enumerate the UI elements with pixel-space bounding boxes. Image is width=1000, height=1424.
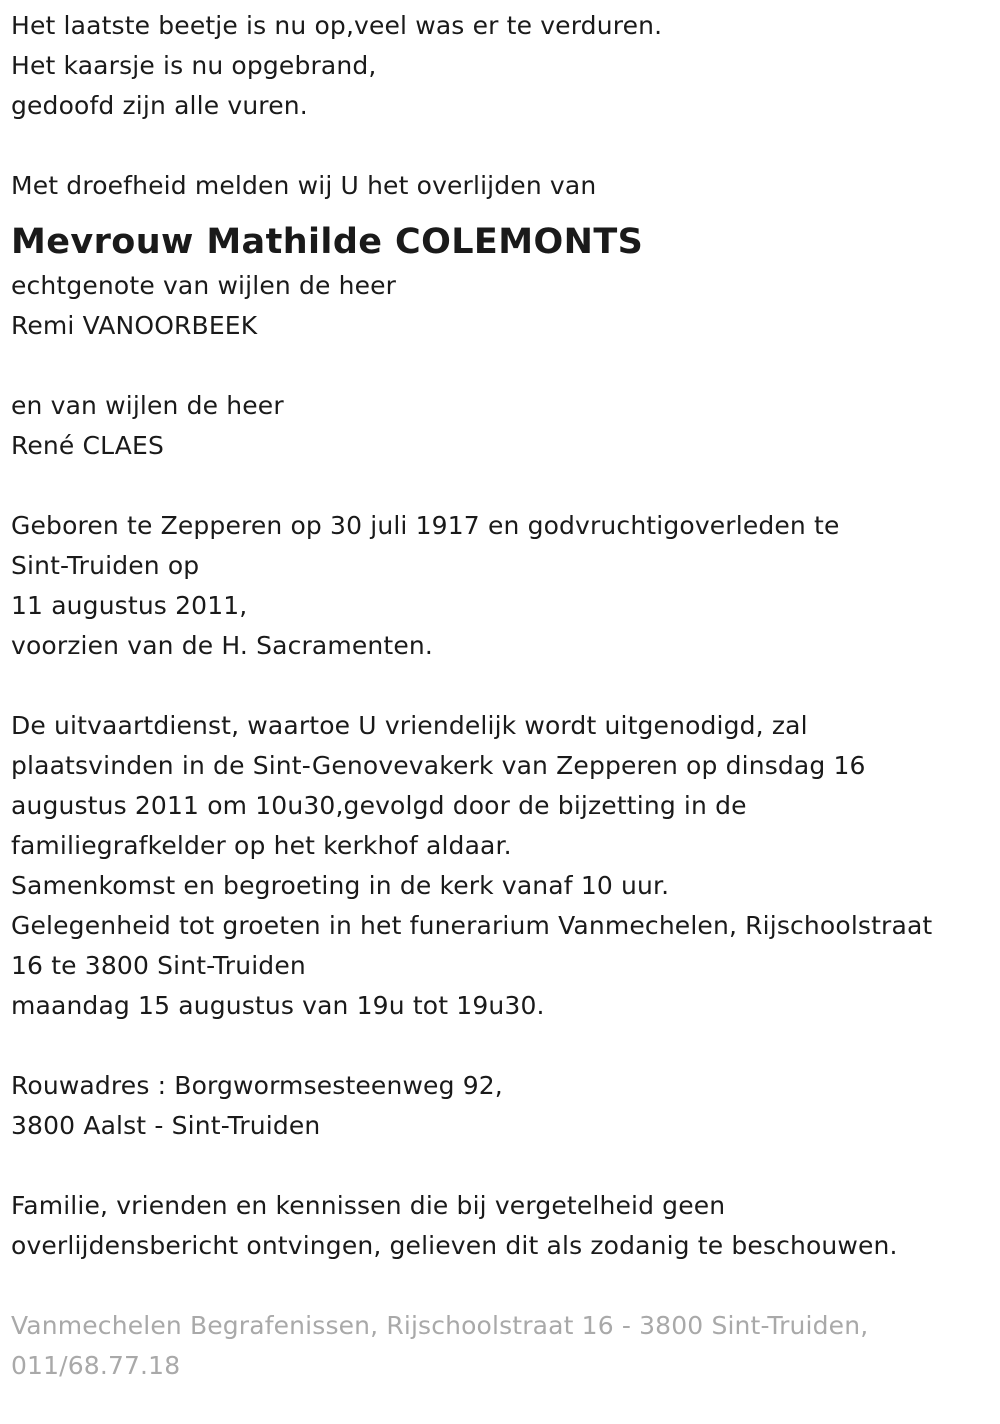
spouse-first xyxy=(11,266,996,346)
paragraph-line: Gelegenheid tot groeten in het funerarium Vanmechelen, Rijschoolstraat xyxy=(11,911,933,940)
obituary-document xyxy=(11,6,996,1386)
birth-death-paragraph xyxy=(11,506,996,666)
poem-line: gedoofd zijn alle vuren. xyxy=(11,91,308,120)
poem xyxy=(11,6,996,126)
deceased-name: Mevrouw Mathilde COLEMONTS xyxy=(11,222,644,262)
closing-paragraph xyxy=(11,1186,996,1266)
spacer xyxy=(11,1146,996,1186)
funeral-paragraph xyxy=(11,706,996,1026)
paragraph-line: Familie, vrienden en kennissen die bij vergetelheid geen xyxy=(11,1191,726,1220)
paragraph-line: 16 te 3800 Sint-Truiden xyxy=(11,951,306,980)
paragraph-line: plaatsvinden in de Sint-Genovevakerk van Zepperen op dinsdag 16 xyxy=(11,751,866,780)
mourning-address xyxy=(11,1066,996,1146)
spacer xyxy=(11,466,996,506)
funeral-home-footer xyxy=(11,1306,996,1386)
paragraph-line: De uitvaartdienst, waartoe U vriendelijk wordt uitgenodigd, zal xyxy=(11,711,808,740)
paragraph-line: Sint-Truiden op xyxy=(11,551,200,580)
address-line: Rouwadres : Borgwormsesteenweg 92, xyxy=(11,1071,503,1100)
spacer xyxy=(11,1266,996,1306)
paragraph-line: voorzien van de H. Sacramenten. xyxy=(11,631,433,660)
spouse-line: echtgenote van wijlen de heer xyxy=(11,271,397,300)
footer-phone: 011/68.77.18 xyxy=(11,1351,181,1380)
paragraph-line: Samenkomst en begroeting in de kerk vanaf 10 uur. xyxy=(11,871,670,900)
paragraph-line: Geboren te Zepperen op 30 juli 1917 en godvruchtigoverleden te xyxy=(11,511,840,540)
footer-line: Vanmechelen Begrafenissen, Rijschoolstraat 16 - 3800 Sint-Truiden, xyxy=(11,1311,869,1340)
intro-text: Met droefheid melden wij U het overlijden van xyxy=(11,171,597,200)
spacer xyxy=(11,1026,996,1066)
paragraph-line: augustus 2011 om 10u30,gevolgd door de bijzetting in de xyxy=(11,791,747,820)
address-line: 3800 Aalst - Sint-Truiden xyxy=(11,1111,321,1140)
spacer xyxy=(11,666,996,706)
spouse-line: en van wijlen de heer xyxy=(11,391,284,420)
spacer xyxy=(11,346,996,386)
spouse-line: René CLAES xyxy=(11,431,165,460)
paragraph-line: 11 augustus 2011, xyxy=(11,591,248,620)
paragraph-line: overlijdensbericht ontvingen, gelieven dit als zodanig te beschouwen. xyxy=(11,1231,898,1260)
spacer xyxy=(11,126,996,166)
paragraph-line: maandag 15 augustus van 19u tot 19u30. xyxy=(11,991,545,1020)
poem-line: Het kaarsje is nu opgebrand, xyxy=(11,51,377,80)
poem-line: Het laatste beetje is nu op,veel was er te verduren. xyxy=(11,11,663,40)
paragraph-line: familiegrafkelder op het kerkhof aldaar. xyxy=(11,831,512,860)
spouse-second xyxy=(11,386,996,466)
spouse-line: Remi VANOORBEEK xyxy=(11,311,258,340)
